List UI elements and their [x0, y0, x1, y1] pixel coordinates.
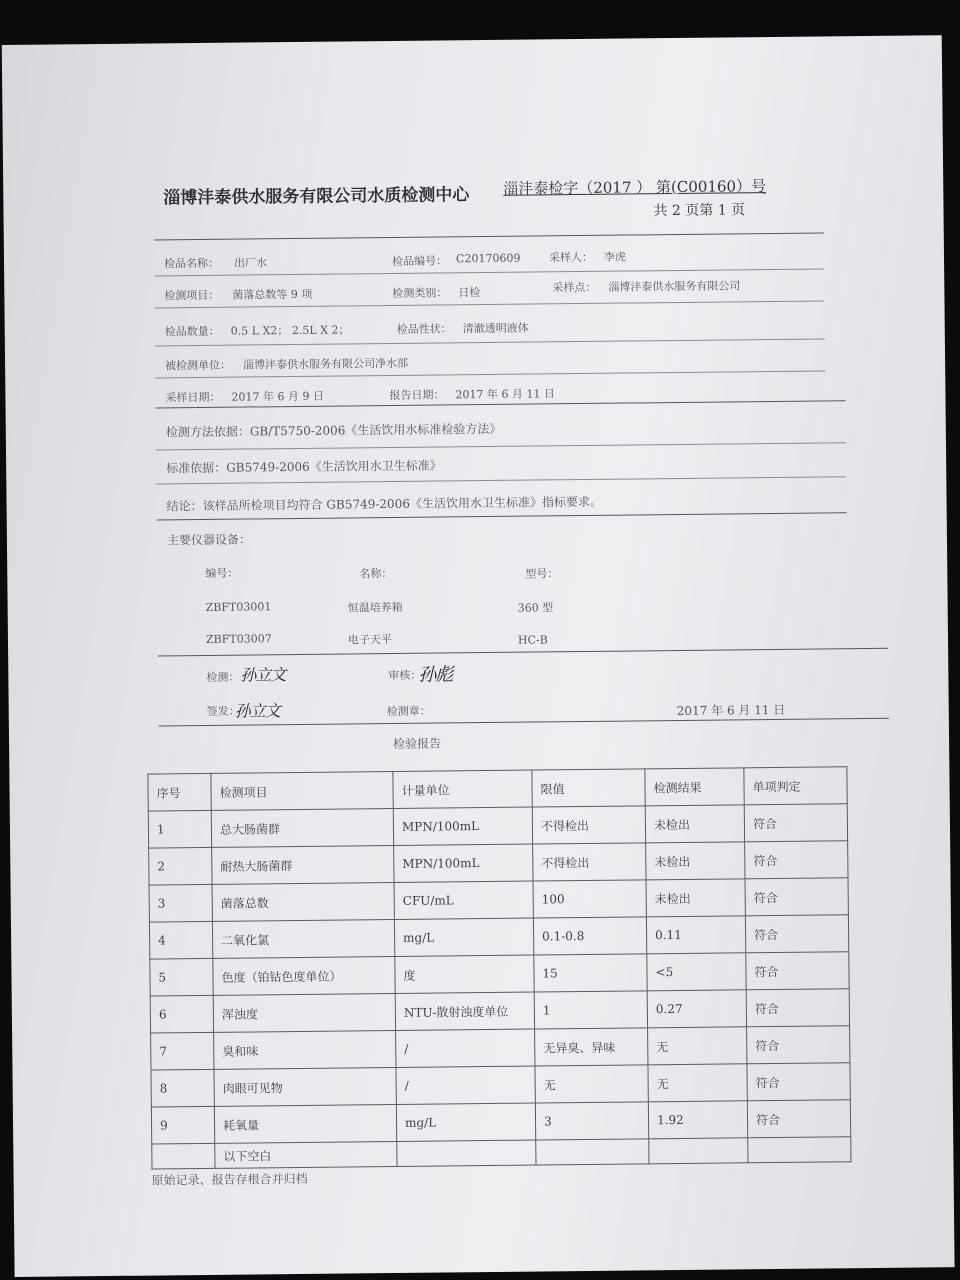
cell-unit: MPN/100mL: [394, 844, 533, 882]
org-title: 淄博沣泰供水服务有限公司水质检测中心: [163, 185, 470, 209]
cell-unit: MPN/100mL: [393, 807, 532, 845]
tested-unit-label: 被检测单位：: [165, 358, 232, 373]
reviewer-label: 审核：: [388, 668, 422, 683]
cell-judgement: 符合: [745, 841, 848, 879]
cell-unit: NTU-散射浊度单位: [395, 992, 534, 1030]
divider: [156, 476, 846, 484]
instrument-code: ZBFT03007: [205, 632, 272, 646]
test-method: 检测方法依据：GB/T5750-2006《生活饮用水标准检验方法》: [165, 421, 502, 440]
divider: [155, 338, 825, 346]
state-value: 清澈透明液体: [462, 321, 529, 336]
qty-label: 检品数量：: [164, 324, 220, 339]
cell-judgement: [748, 1137, 851, 1163]
items-value: 菌落总数等 9 项: [232, 287, 313, 302]
cell-index: 5: [150, 958, 213, 996]
sampler-label: 采样人：: [548, 250, 594, 265]
cell-item: 浑浊度: [213, 993, 395, 1032]
cell-limit: 无异臭、异味: [535, 1028, 648, 1066]
cell-result: 无: [648, 1064, 747, 1102]
cell-item: 以下空白: [215, 1141, 397, 1168]
cell-item: 二氧化氯: [212, 919, 394, 958]
cell-index: 4: [149, 921, 212, 959]
cell-index: 6: [150, 995, 213, 1033]
cell-result: 0.27: [647, 990, 746, 1028]
instrument-name-header: 名称：: [359, 566, 393, 581]
cell-item: 臭和味: [214, 1030, 396, 1069]
instrument-name: 电子天平: [347, 633, 393, 647]
instrument-model: HC-B: [517, 633, 548, 647]
cell-result: [649, 1138, 748, 1164]
issuer-label: 签发：: [206, 704, 240, 718]
type-label: 检测类别：: [392, 286, 448, 300]
cell-limit: 0.1-0.8: [533, 917, 646, 955]
sample-date-label: 采样日期：: [165, 390, 221, 405]
instrument-code: ZBFT03001: [205, 600, 272, 614]
report-date-label: 报告日期：: [389, 388, 445, 403]
cell-item: 总大肠菌群: [211, 809, 393, 848]
signature-date: 2017 年 6 月 11 日: [676, 702, 786, 719]
cell-result: 无: [648, 1027, 747, 1065]
col-header: 序号: [148, 773, 211, 811]
site-value: 淄博沣泰供水服务有限公司: [608, 279, 741, 294]
col-header: 单项判定: [744, 767, 847, 805]
instrument-code-header: 编号：: [205, 566, 239, 580]
cell-unit: CFU/mL: [394, 881, 533, 919]
report-title: 检验报告: [393, 736, 442, 751]
cell-unit: /: [396, 1066, 535, 1104]
reviewer-signature: 孙彪: [418, 664, 453, 686]
cell-index: 7: [151, 1032, 214, 1070]
page-count: 共 2 页第 1 页: [653, 202, 746, 220]
cell-judgement: 符合: [746, 952, 849, 990]
cell-judgement: 符合: [745, 915, 848, 953]
cell-index: 2: [149, 847, 212, 885]
cell-result: <5: [647, 953, 746, 991]
site-label: 采样点：: [552, 280, 597, 295]
sample-date-value: 2017 年 6 月 9 日: [231, 389, 324, 404]
footnote: 原始记录、报告存根合并归档: [151, 1171, 308, 1188]
cell-judgement: 符合: [747, 1100, 850, 1138]
cell-index: [152, 1143, 215, 1169]
cell-judgement: 符合: [747, 1063, 850, 1101]
cell-result: 未检出: [646, 842, 745, 880]
cell-unit: 度: [395, 955, 534, 993]
cell-judgement: 符合: [744, 804, 847, 842]
cell-unit: [397, 1140, 536, 1166]
cell-result: 1.92: [648, 1101, 747, 1139]
cell-unit: mg/L: [394, 918, 533, 956]
cell-index: 3: [149, 884, 212, 922]
cell-unit: mg/L: [396, 1103, 535, 1141]
stamp-label: 检测章：: [386, 704, 431, 719]
cell-item: 色度（铂钴色度单位）: [213, 956, 395, 995]
cell-limit: 100: [533, 880, 646, 918]
tester-signature: 孙立文: [240, 665, 286, 685]
cell-item: 菌落总数: [212, 882, 394, 921]
state-label: 检品性状：: [396, 322, 452, 336]
sample-name-label: 检品名称：: [163, 256, 220, 271]
cell-unit: /: [396, 1029, 535, 1067]
instruments-title: 主要仪器设备：: [166, 532, 252, 548]
type-value: 日检: [458, 286, 481, 300]
tested-unit-value: 淄博沣泰供水服务有限公司净水部: [243, 356, 409, 372]
qty-value: 0.5 L X2； 2.5L X 2；: [230, 323, 350, 338]
report-paper: [2, 35, 955, 1277]
cell-item: 耐热大肠菌群: [212, 845, 394, 884]
sample-name-value: 出厂水: [233, 256, 268, 270]
cell-limit: 无: [535, 1065, 648, 1103]
items-label: 检测项目：: [164, 288, 220, 303]
cell-item: 耗氧量: [214, 1104, 396, 1143]
tester-label: 检测：: [206, 670, 240, 684]
cell-result: 0.11: [646, 916, 745, 954]
col-header: 检测结果: [645, 768, 744, 806]
cell-result: 未检出: [645, 805, 744, 843]
cell-limit: 3: [535, 1102, 648, 1140]
cell-limit: 15: [534, 954, 647, 992]
report-number: 淄沣泰检字（2017 ） 第(C00160）号: [503, 177, 767, 198]
divider: [156, 442, 846, 450]
cell-judgement: 符合: [746, 989, 849, 1027]
cell-limit: 1: [534, 991, 647, 1029]
cell-judgement: 符合: [745, 878, 848, 916]
col-header: 检测项目: [211, 772, 393, 811]
cell-index: 8: [151, 1069, 214, 1107]
cell-index: 9: [151, 1106, 214, 1144]
sample-code-value: C20170609: [455, 251, 521, 266]
cell-result: 未检出: [646, 879, 745, 917]
col-header: 计量单位: [393, 770, 532, 808]
conclusion: 结论：该样品所检项目均符合 GB5749-2006《生活饮用水卫生标准》指标要求。: [166, 494, 602, 514]
sampler-value: 李虎: [603, 250, 627, 264]
divider: [157, 512, 847, 520]
cell-index: 1: [148, 810, 211, 848]
divider: [158, 648, 888, 657]
instrument-model: 360 型: [517, 601, 554, 615]
standard-basis: 标准依据：GB5749-2006《生活饮用水卫生标准》: [166, 458, 442, 476]
cell-limit: [536, 1139, 649, 1165]
cell-judgement: 符合: [747, 1026, 850, 1064]
divider: [154, 232, 824, 240]
cell-limit: 不得检出: [532, 806, 645, 844]
issuer-signature: 孙立文: [234, 701, 280, 721]
report-date-value: 2017 年 6 月 11 日: [455, 387, 555, 402]
cell-limit: 不得检出: [533, 843, 646, 881]
instrument-model-header: 型号：: [525, 567, 559, 581]
col-header: 限值: [532, 769, 645, 807]
results-table: [147, 766, 851, 1169]
instrument-name: 恒温培养箱: [347, 600, 403, 615]
sample-code-label: 检品编号：: [391, 254, 448, 268]
cell-item: 肉眼可见物: [214, 1067, 396, 1106]
